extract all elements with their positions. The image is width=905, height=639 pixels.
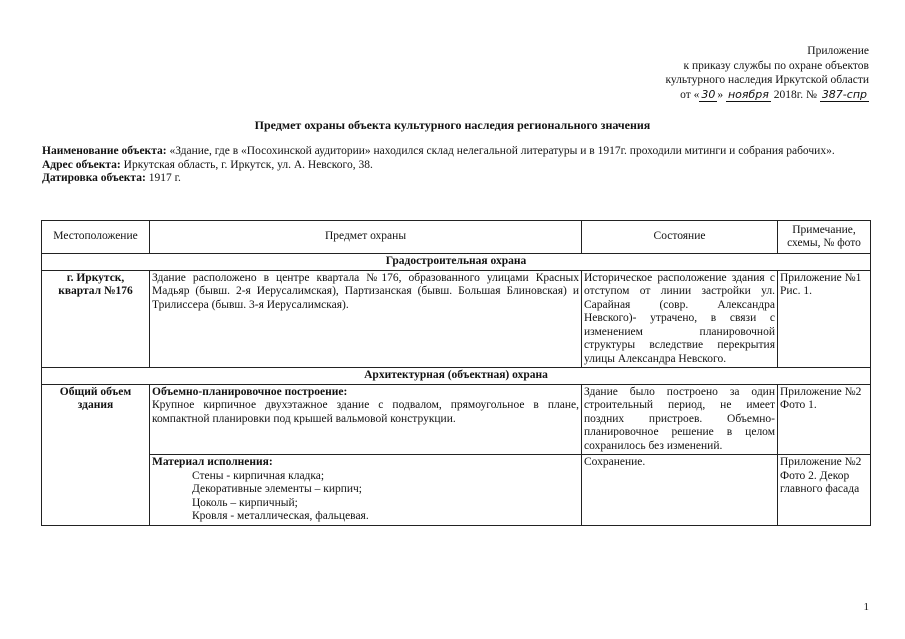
table-row xyxy=(42,455,871,526)
order-number: 387-спр xyxy=(821,87,867,101)
appendix-block xyxy=(666,44,870,102)
object-name xyxy=(42,145,872,159)
object-dating xyxy=(42,172,872,186)
section-architectural-label: Архитектурная (объектная) охрана xyxy=(42,368,871,385)
row1-note: Приложение №1 Рис. 1. xyxy=(778,270,871,368)
date-year: 2018г. № xyxy=(773,88,817,101)
row3-state: Сохранение. xyxy=(582,455,778,526)
row3-note: Приложение №2 Фото 2. Декор главного фасада xyxy=(778,455,871,526)
material-item: Декоративные элементы – кирпич; xyxy=(192,483,363,495)
header-subject: Предмет охраны xyxy=(150,221,582,254)
row2-location: Общий объем здания xyxy=(42,384,150,525)
row2-state: Здание было построено за один строительный период, не имеет поздних пристроев. Объемно-планировочное решение в целом сохранилось без изменений. xyxy=(582,384,778,455)
row2-note: Приложение №2 Фото 1. xyxy=(778,384,871,455)
table-row xyxy=(42,270,871,368)
table-row xyxy=(42,384,871,455)
header-state: Состояние xyxy=(582,221,778,254)
object-address-label: Адрес объекта: xyxy=(42,158,121,171)
object-dating-value: 1917 г. xyxy=(148,172,181,184)
object-address xyxy=(42,159,872,173)
appendix-line3: культурного наследия Иркутской области xyxy=(665,74,869,86)
object-name-label: Наименование объекта: xyxy=(42,145,167,157)
table-header-row xyxy=(42,221,871,254)
material-item: Кровля - металлическая, фальцевая. xyxy=(192,510,369,522)
row2-subject: Крупное кирпичное двухэтажное здание с подвалом, прямоугольное в плане, компактной планировки под крышей вальмовой конструкции. xyxy=(152,399,579,425)
document-title: Предмет охраны объекта культурного наследия регионального значения xyxy=(254,118,651,132)
appendix-line2: к приказу службы по охране объектов xyxy=(683,59,869,72)
date-day: 30 xyxy=(701,87,716,101)
row1-subject: Здание расположено в центре квартала №176, образованного улицами Красных Мадьяр (бывш. 2-я Иерусалимская), Партизанская (бывш. Большая Блиновская) и Трилиссера (бывш. 3-я Иерусалимская). xyxy=(150,270,582,368)
date-month: ноября xyxy=(727,87,769,101)
date-prefix: от « xyxy=(680,88,700,101)
object-address-value: Иркутская область, г. Иркутск, ул. А. Невского, 38. xyxy=(123,158,373,171)
row3-subject-heading: Материал исполнения: xyxy=(152,456,273,468)
object-name-value: «Здание, где в «Посохинской аудитории» находился склад нелегальной литературы и в 1917г. проходили митинги и собрания рабочих». xyxy=(169,145,835,157)
row1-location: г. Иркутск, квартал №176 xyxy=(42,270,150,368)
section-row-urban xyxy=(42,254,871,271)
row2-subject-heading: Объемно-планировочное построение: xyxy=(152,385,348,398)
appendix-date-line xyxy=(666,88,870,103)
material-item: Стены - кирпичная кладка; xyxy=(192,469,325,482)
row3-subject-cell xyxy=(150,455,582,526)
section-row-architectural xyxy=(42,368,871,385)
object-info xyxy=(42,145,872,186)
row2-subject-cell xyxy=(150,384,582,455)
header-location: Местоположение xyxy=(42,221,150,254)
date-mid: » xyxy=(717,88,724,101)
header-note: Примечание, схемы, № фото xyxy=(778,221,871,254)
row1-state: Историческое расположение здания с отступом от линии застройки ул. Сарайная (совр. Александра Невского)- утрачено, в связи с изменением планировочной структуры вследствие перекрытия улицы Александра Невского. xyxy=(582,270,778,368)
material-item: Цоколь – кирпичный; xyxy=(192,496,298,509)
protection-table xyxy=(41,220,871,526)
appendix-line1: Приложение xyxy=(807,45,869,57)
page-number: 1 xyxy=(863,601,869,613)
object-dating-label: Датировка объекта: xyxy=(42,172,146,184)
section-urban-label: Градостроительная охрана xyxy=(42,254,871,271)
